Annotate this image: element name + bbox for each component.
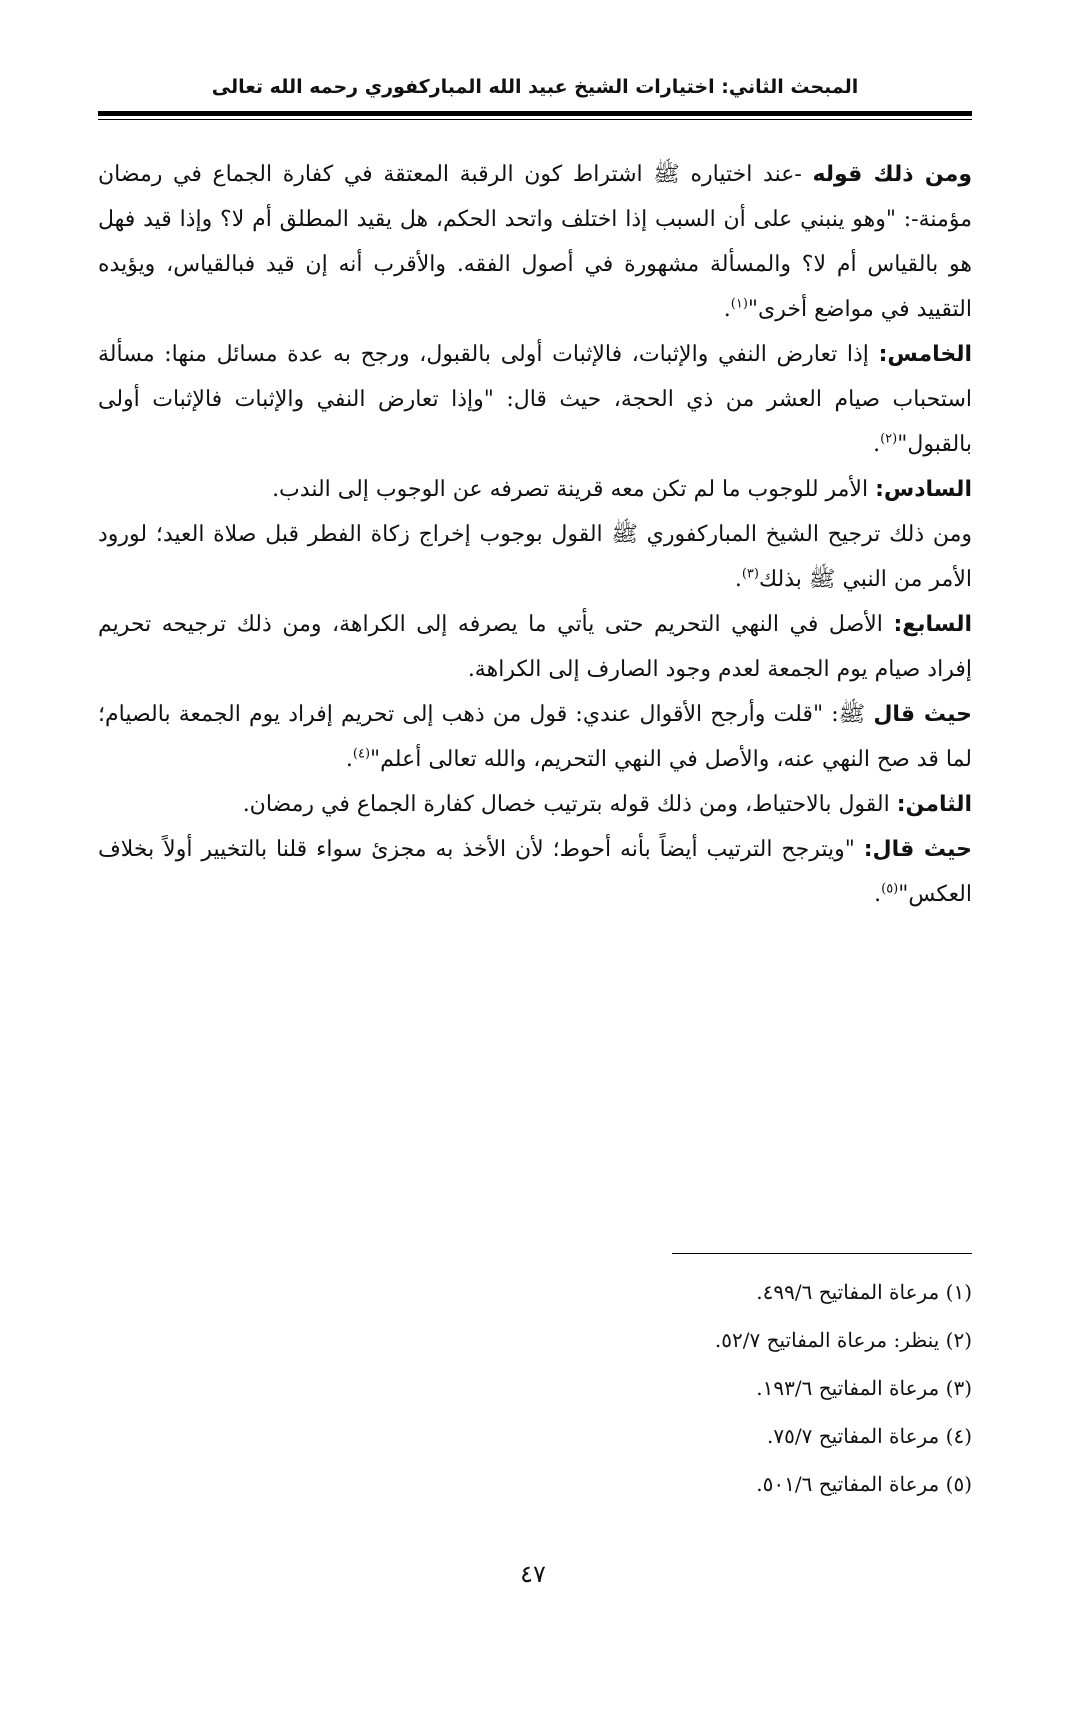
- paragraph-lead: السابع:: [893, 612, 972, 637]
- paragraph-lead: الخامس:: [878, 342, 972, 367]
- paragraph-text: إذا تعارض النفي والإثبات، فالإثبات أولى بالقبول، ورجح به عدة مسائل منها: مسألة استحباب صيام العشر من ذي الحجة، حيث قال: "وإذا تعارض النفي والإثبات فالإثبات أولى بالقبول": [98, 342, 972, 457]
- page-number: ٤٧: [520, 1560, 546, 1588]
- paragraph-text: الأمر للوجوب ما لم تكن معه قرينة تصرفه عن الوجوب إلى الندب.: [272, 477, 876, 502]
- footnote: (٢) ينظر: مرعاة المفاتيح ٥٢/٧.: [714, 1328, 972, 1352]
- paragraph: [98, 602, 972, 692]
- footnote-ref: (٣): [741, 566, 759, 582]
- paragraph-end: .: [874, 882, 882, 907]
- paragraph-text: "ويترجح الترتيب أيضاً بأنه أحوط؛ لأن الأخذ به مجزئ سواء قلنا بالتخيير أولاً بخلاف العكس": [98, 837, 972, 907]
- paragraph: [98, 332, 972, 467]
- paragraph: [98, 467, 972, 512]
- paragraph: [98, 782, 972, 827]
- paragraph: [98, 692, 972, 782]
- footnote-separator: [672, 1253, 972, 1254]
- footnote: (٤) مرعاة المفاتيح ٧٥/٧.: [767, 1424, 972, 1448]
- footnote: (٥) مرعاة المفاتيح ٥٠١/٦.: [756, 1472, 972, 1496]
- paragraph-text: ومن ذلك ترجيح الشيخ المباركفوري ﷺ القول بوجوب إخراج زكاة الفطر قبل صلاة العيد؛ لورود الأمر من النبي ﷺ بذلك: [98, 522, 972, 592]
- paragraph-end: .: [873, 432, 881, 457]
- paragraph-end: .: [723, 297, 731, 322]
- paragraph-text: -عند اختياره ﷺ اشتراط كون الرقبة المعتقة في كفارة الجماع في رمضان مؤمنة-: "وهو ينبني على أن السبب إذا اختلف واتحد الحكم، هل يقيد المطلق أم لا؟ وإذا قيد فهل هو بالقياس أم لا؟ والمسألة مشهورة في أصول الفقه. والأقرب أنه إن قيد فبالقياس، ويؤيده التقييد في مواضع أخرى": [98, 162, 972, 322]
- footnote-ref: (٢): [880, 431, 898, 447]
- header-rule-thick: [98, 111, 972, 116]
- main-text: [98, 152, 972, 917]
- paragraph-lead: حيث قال: [873, 702, 972, 727]
- paragraph-text: الأصل في النهي التحريم حتى يأتي ما يصرفه إلى الكراهة، ومن ذلك ترجيحه تحريم إفراد صيام يوم الجمعة لعدم وجود الصارف إلى الكراهة.: [98, 612, 972, 682]
- paragraph: [98, 152, 972, 332]
- header-rule-thin: [98, 119, 972, 120]
- footnotes: [98, 1268, 972, 1508]
- paragraph-text: القول بالاحتياط، ومن ذلك قوله بترتيب خصال كفارة الجماع في رمضان.: [242, 792, 897, 817]
- paragraph-text: ﷺ: "قلت وأرجح الأقوال عندي: قول من ذهب إلى تحريم إفراد يوم الجمعة بالصيام؛ لما قد صح النهي عنه، والأصل في النهي التحريم، والله تعالى أعلم": [98, 702, 972, 772]
- paragraph-lead: حيث قال:: [863, 837, 972, 862]
- running-header: المبحث الثاني: اختيارات الشيخ عبيد الله المباركفوري رحمه الله تعالى: [211, 76, 859, 98]
- paragraph: [98, 827, 972, 917]
- paragraph-lead: ومن ذلك قوله: [812, 162, 972, 187]
- footnote: (١) مرعاة المفاتيح ٤٩٩/٦.: [756, 1280, 972, 1304]
- footnote-ref: (٥): [881, 881, 899, 897]
- paragraph: [98, 512, 972, 602]
- paragraph-lead: السادس:: [875, 477, 972, 502]
- paragraph-end: .: [345, 747, 353, 772]
- footnote-ref: (٤): [352, 746, 371, 762]
- footnote: (٣) مرعاة المفاتيح ١٩٣/٦.: [756, 1376, 972, 1400]
- paragraph-end: .: [734, 567, 742, 592]
- paragraph-lead: الثامن:: [896, 792, 972, 817]
- footnote-ref: (١): [730, 296, 748, 312]
